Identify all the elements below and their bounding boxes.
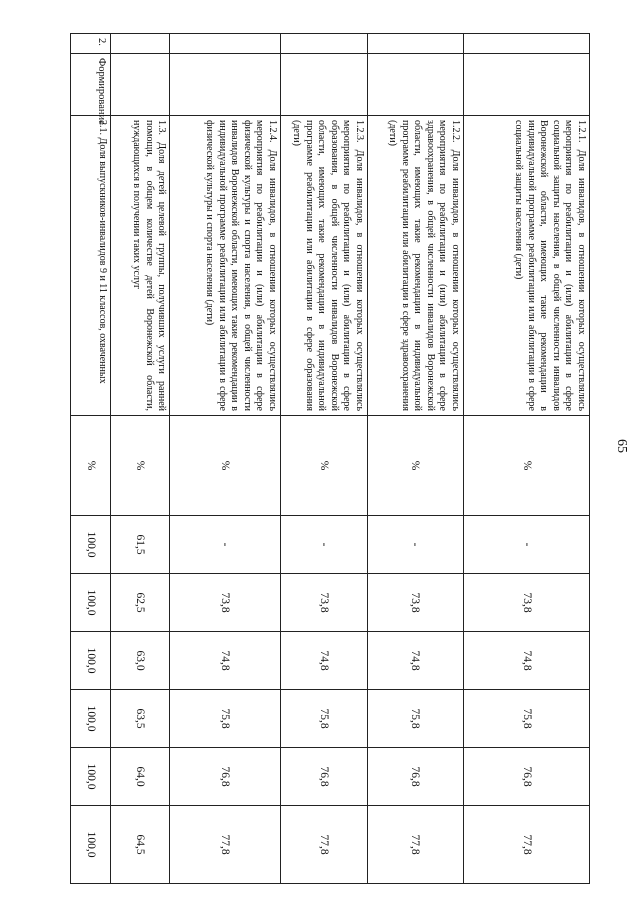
value-cell: 62,5: [110, 574, 170, 632]
value-cell: 64,5: [110, 806, 170, 884]
value-cell: 76,8: [170, 748, 281, 806]
unit-cell: %: [280, 416, 367, 516]
section-name-cell: Формирование: [71, 54, 111, 116]
value-cell: 73,8: [463, 574, 589, 632]
indicator-description: 1.2.1. Доля инвалидов, в отношении которых осуществлялись мероприятия по реабилитации и (или) абилитации в сфере социальной защиты населения, в общей численности инвалидов Воронежской области, имеющих такие рекомендации в индивидуальной программе реабилитации или абилитации в сфере социальной защиты населения (дети): [463, 116, 589, 416]
section-number-cell: 2.: [71, 34, 111, 54]
section-number-cell: [170, 34, 281, 54]
table-row: [463, 34, 589, 884]
value-cell: -: [367, 516, 463, 574]
section-name-cell: [110, 54, 170, 116]
value-cell: 73,8: [280, 574, 367, 632]
value-cell: 63,0: [110, 632, 170, 690]
value-cell: 77,8: [280, 806, 367, 884]
indicator-description: 1.2.3. Доля инвалидов, в отношении которых осуществлялись мероприятия по реабилитации и (или) абилитации в сфере образования, в общей численности инвалидов Воронежской области, имеющих такие рекомендации в индивидуальной программе реабилитации или абилитации в сфере образования (дети): [280, 116, 367, 416]
value-cell: -: [463, 516, 589, 574]
value-cell: 77,8: [170, 806, 281, 884]
value-cell: 61,5: [110, 516, 170, 574]
indicator-description: 2.1. Доля выпускников-инвалидов 9 и 11 классов, охваченных: [71, 116, 111, 416]
value-cell: 75,8: [280, 690, 367, 748]
value-cell: 74,8: [463, 632, 589, 690]
indicators-table: [70, 33, 590, 884]
value-cell: 74,8: [170, 632, 281, 690]
unit-cell: %: [71, 416, 111, 516]
table-row: [110, 34, 170, 884]
value-cell: 75,8: [170, 690, 281, 748]
value-cell: 100,0: [71, 806, 111, 884]
value-cell: 73,8: [367, 574, 463, 632]
section-number-cell: [280, 34, 367, 54]
section-number-cell: [367, 34, 463, 54]
value-cell: 63,5: [110, 690, 170, 748]
value-cell: 74,8: [280, 632, 367, 690]
value-cell: 76,8: [280, 748, 367, 806]
value-cell: 74,8: [367, 632, 463, 690]
value-cell: 75,8: [367, 690, 463, 748]
table-row: [280, 34, 367, 884]
value-cell: 73,8: [170, 574, 281, 632]
section-number-cell: [110, 34, 170, 54]
section-name-cell: [463, 54, 589, 116]
unit-cell: %: [110, 416, 170, 516]
value-cell: 100,0: [71, 574, 111, 632]
value-cell: -: [280, 516, 367, 574]
value-cell: 100,0: [71, 690, 111, 748]
value-cell: 64,0: [110, 748, 170, 806]
unit-cell: %: [367, 416, 463, 516]
section-number-cell: [463, 34, 589, 54]
page-number: 65: [614, 439, 629, 453]
table-row: [367, 34, 463, 884]
table-row: [170, 34, 281, 884]
value-cell: 75,8: [463, 690, 589, 748]
rotated-table-container: [70, 33, 590, 883]
section-name-cell: [170, 54, 281, 116]
section-name-cell: [367, 54, 463, 116]
value-cell: 100,0: [71, 748, 111, 806]
value-cell: -: [170, 516, 281, 574]
section-name-cell: [280, 54, 367, 116]
unit-cell: %: [170, 416, 281, 516]
value-cell: 76,8: [367, 748, 463, 806]
value-cell: 76,8: [463, 748, 589, 806]
unit-cell: %: [463, 416, 589, 516]
indicator-description: 1.2.2. Доля инвалидов, в отношении которых осуществлялись мероприятия по реабилитации и (или) абилитации в сфере здравоохранения, в общей численности инвалидов Воронежской области, имеющих такие рекомендации в индивидуальной программе реабилитации или абилитации в сфере здравоохранения (дети): [367, 116, 463, 416]
indicator-description: 1.2.4. Доля инвалидов, в отношении которых осуществлялись мероприятия по реабилитации и (или) абилитации в сфере физической культуры и спорта населения, в общей численности инвалидов Воронежской области, имеющих такие рекомендации в индивидуальной программе реабилитации или абилитации в сфере физической культуры и спорта населения (дети): [170, 116, 281, 416]
table-row: [71, 34, 111, 884]
indicator-description: 1.3. Доля детей целевой группы, получивших услуги ранней помощи, в общем количестве детей Воронежской области, нуждающихся в получении таких услуг: [110, 116, 170, 416]
value-cell: 77,8: [463, 806, 589, 884]
value-cell: 77,8: [367, 806, 463, 884]
value-cell: 100,0: [71, 632, 111, 690]
value-cell: 100,0: [71, 516, 111, 574]
